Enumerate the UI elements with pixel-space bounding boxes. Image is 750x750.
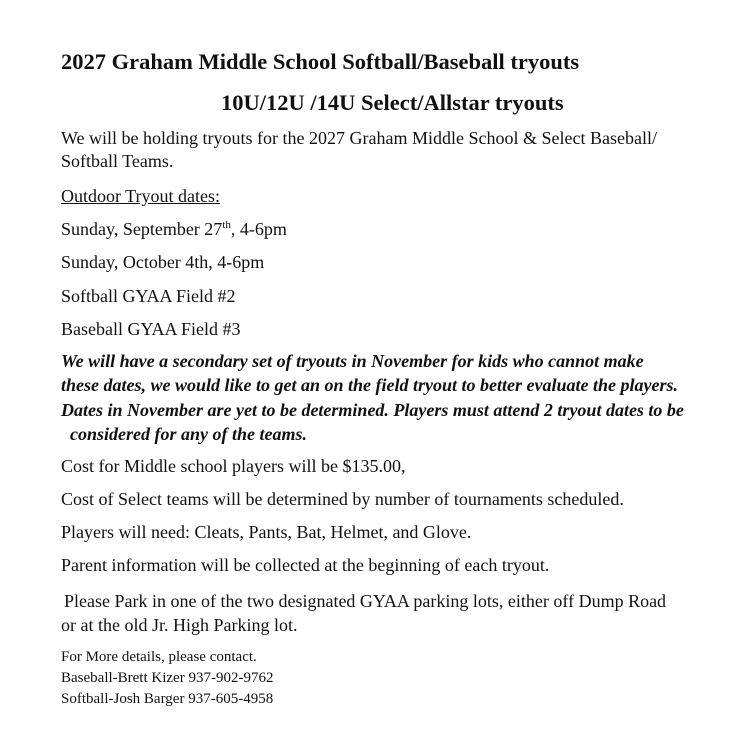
- parent-information: Parent information will be collected at the beginning of each tryout.: [61, 555, 550, 575]
- softball-field: Softball GYAA Field #2: [61, 286, 236, 306]
- baseball-field: Baseball GYAA Field #3: [61, 319, 241, 339]
- intro-line-1: We will be holding tryouts for the 2027 Graham Middle School & Select Baseball/: [61, 128, 657, 148]
- tryout-date-1: [61, 218, 287, 241]
- parking-line-1: Please Park in one of the two designated GYAA parking lots, either off Dump Road: [64, 591, 667, 611]
- cost-middle-school: Cost for Middle school players will be $135.00,: [61, 456, 406, 476]
- contact-baseball: Baseball-Brett Kizer 937-902-9762: [61, 670, 274, 686]
- secondary-tryouts-line-2: these dates, we would like to get an on the field tryout to better evaluate the players.: [61, 375, 678, 395]
- secondary-tryouts-line-3: Dates in November are yet to be determined. Players must attend 2 tryout dates to be: [61, 400, 684, 420]
- contact-heading: For More details, please contact.: [61, 649, 257, 665]
- intro-line-2: Softball Teams.: [61, 151, 174, 171]
- cost-select-teams: Cost of Select teams will be determined by number of tournaments scheduled.: [61, 489, 624, 509]
- equipment-needed: Players will need: Cleats, Pants, Bat, Helmet, and Glove.: [61, 522, 472, 542]
- flyer-subtitle: 10U/12U /14U Select/Allstar tryouts: [221, 90, 564, 115]
- flyer-title: 2027 Graham Middle School Softball/Baseball tryouts: [61, 49, 580, 74]
- tryout-date-1-time: , 4-6pm: [230, 219, 287, 239]
- contact-softball: Softball-Josh Barger 937-605-4958: [61, 691, 274, 707]
- tryout-date-1-ordinal: th: [222, 219, 231, 231]
- secondary-tryouts-line-1: We will have a secondary set of tryouts in November for kids who cannot make: [61, 351, 644, 371]
- tryout-date-1-text: Sunday, September 27: [61, 219, 223, 239]
- parking-line-2: or at the old Jr. High Parking lot.: [61, 615, 298, 635]
- secondary-tryouts-line-4: considered for any of the teams.: [70, 424, 307, 444]
- tryout-dates-heading: Outdoor Tryout dates:: [61, 186, 221, 206]
- tryout-date-2: Sunday, October 4th, 4-6pm: [61, 252, 265, 272]
